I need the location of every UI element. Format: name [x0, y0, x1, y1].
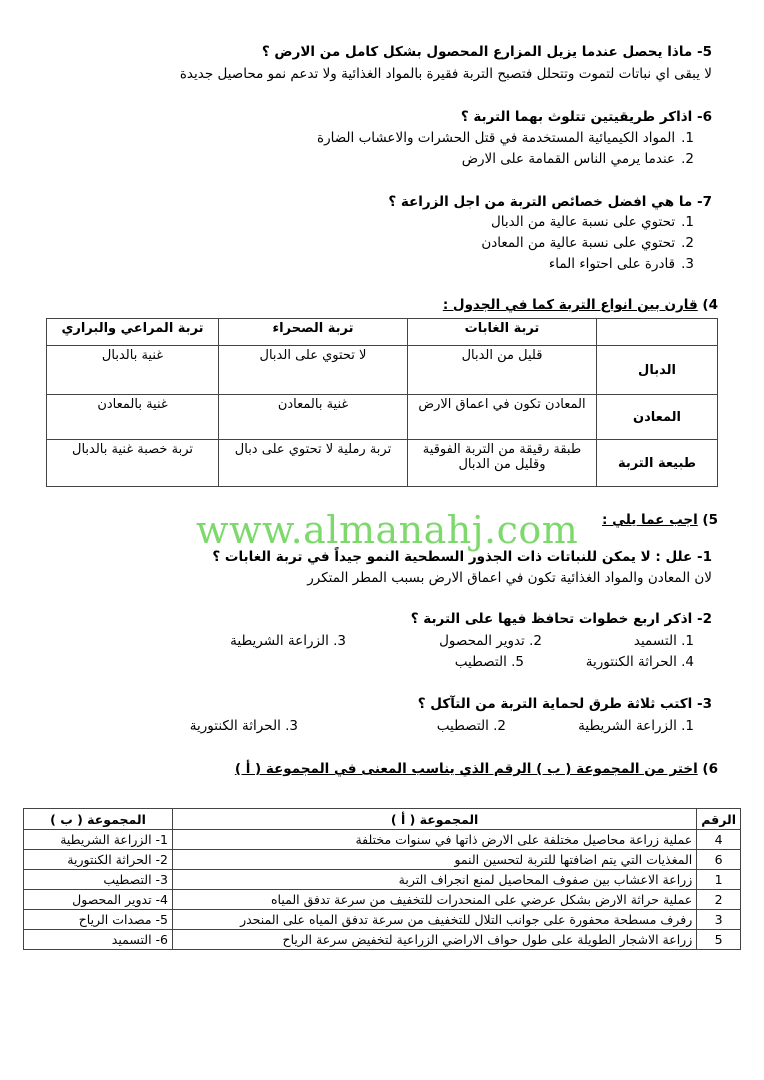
table-header-cell: تربة المراعي والبراري [47, 319, 219, 346]
matching-table [23, 808, 741, 950]
table-row [47, 395, 718, 440]
table-header-cell: تربة الصحراء [219, 319, 408, 346]
list-item: 4. الحراثة الكنتورية [585, 654, 694, 670]
comparison-table [46, 318, 718, 487]
list-item: 5. التصطيب [454, 654, 524, 670]
question-6 [40, 109, 712, 125]
question-5-number: 5- [696, 44, 712, 60]
table-cell: غنية بالمعادن [219, 395, 408, 440]
table-header-cell: المجموعة ( ب ) [24, 809, 173, 830]
list-item: 2. التصطيب [436, 718, 506, 734]
list-item: 3. الحراثة الكنتورية [189, 718, 298, 734]
question-6-number: 6- [696, 109, 712, 125]
table-row: 2 عملية حراثة الارض بشكل عرضي على المنحدرات للتخفيف من سرعة تدفق المياه 4- تدوير المحصول [24, 890, 741, 910]
table-header-row [24, 809, 741, 830]
table-row: 4 عملية زراعة محاصيل مختلفة على الارض ذاتها في سنوات مختلفة 1- الزراعة الشريطية [24, 830, 741, 850]
section-5-question-2: 2- اذكر اربع خطوات تحافظ فيها على التربة ؟ [410, 611, 712, 627]
section-5-heading [40, 512, 718, 528]
section-6-heading [40, 761, 718, 777]
question-7-item: 2.تحتوي على نسبة عالية من المعادن [481, 235, 694, 251]
row-label: المعادن [597, 395, 718, 440]
section-5-number: 5) [702, 512, 718, 528]
table-cell: غنية بالمعادن [47, 395, 219, 440]
table-cell: لا تحتوي على الدبال [219, 346, 408, 395]
section-4-number: 4) [702, 297, 718, 313]
table-cell: تربة رملية لا تحتوي على دبال [219, 440, 408, 487]
section-4-title: قارن بين انواع التربة كما في الجدول : [442, 297, 698, 313]
row-label: طبيعة التربة [597, 440, 718, 487]
question-6-item: 1.المواد الكيميائية المستخدمة في قتل الحشرات والاعشاب الضارة [317, 130, 694, 146]
watermark: www.almanahj.com [196, 508, 579, 552]
table-header-cell: المجموعة ( أ ) [173, 809, 697, 830]
section-5-answer-1: لان المعادن والمواد الغذائية تكون في اعماق الارض بسبب المطر المتكرر [307, 570, 712, 586]
table-row [47, 346, 718, 395]
list-item: 1. التسميد [633, 633, 694, 649]
table-row: 6 المغذيات التي يتم اضافتها للتربة لتحسين النمو 2- الحراثة الكنتورية [24, 850, 741, 870]
section-4-heading [40, 297, 718, 313]
table-cell: تربة خصبة غنية بالدبال [47, 440, 219, 487]
table-cell: غنية بالدبال [47, 346, 219, 395]
table-row: 1 زراعة الاعشاب بين صفوف المحاصيل لمنع انجراف التربة 3- التصطيب [24, 870, 741, 890]
table-header-cell [597, 319, 718, 346]
table-header-cell: الرقم [697, 809, 741, 830]
table-row: 5 زراعة الاشجار الطويلة على طول حواف الاراضي الزراعية لتخفيض سرعة الرياح 6- التسميد [24, 930, 741, 950]
table-header-row [47, 319, 718, 346]
table-row [47, 440, 718, 487]
question-7-number: 7- [696, 194, 712, 210]
section-5-title: اجب عما يلي : [601, 512, 698, 528]
question-6-item: 2.عندما يرمي الناس القمامة على الارض [461, 151, 694, 167]
table-header-cell: تربة الغابات [408, 319, 597, 346]
question-7-item: 3.قادرة على احتواء الماء [548, 256, 694, 272]
row-label: الدبال [597, 346, 718, 395]
table-cell: المعادن تكون في اعماق الارض [408, 395, 597, 440]
question-5-answer: لا يبقى اي نباتات لتموت وتتحلل فتصبح التربة فقيرة بالمواد الغذائية ولا تدعم نمو محاصيل جديدة [179, 66, 712, 82]
section-5-question-1: 1- علل : لا يمكن للنباتات ذات الجذور السطحية النمو جيداً في تربة الغابات ؟ [212, 549, 712, 565]
section-6-title: اختر من المجموعة ( ب ) الرقم الذي يناسب المعنى في المجموعة ( أ ) [234, 761, 698, 777]
list-item: 2. تدوير المحصول [439, 633, 542, 649]
question-5 [40, 44, 712, 60]
question-7-item: 1.تحتوي على نسبة عالية من الدبال [490, 214, 694, 230]
list-item: 1. الزراعة الشريطية [578, 718, 694, 734]
table-cell: طبقة رقيقة من التربة الفوقية وقليل من الدبال [408, 440, 597, 487]
list-item: 3. الزراعة الشريطية [230, 633, 346, 649]
question-6-text: اذاكر طريقيتين تتلوث بهما التربة ؟ [460, 109, 693, 125]
table-row: 3 رفرف مسطحة محفورة على جوانب التلال للتخفيف من سرعة تدفق المياه على المنحدر 5- مصدات الرياح [24, 910, 741, 930]
section-5-question-3: 3- اكتب ثلاثة طرق لحماية التربة من التآكل ؟ [417, 696, 712, 712]
table-cell: قليل من الدبال [408, 346, 597, 395]
question-7 [40, 194, 712, 210]
question-7-text: ما هي افضل خصائص التربة من اجل الزراعة ؟ [388, 194, 693, 210]
question-5-text: ماذا يحصل عندما يزيل المزارع المحصول بشكل كامل من الارض ؟ [261, 44, 693, 60]
section-6-number: 6) [702, 761, 718, 777]
